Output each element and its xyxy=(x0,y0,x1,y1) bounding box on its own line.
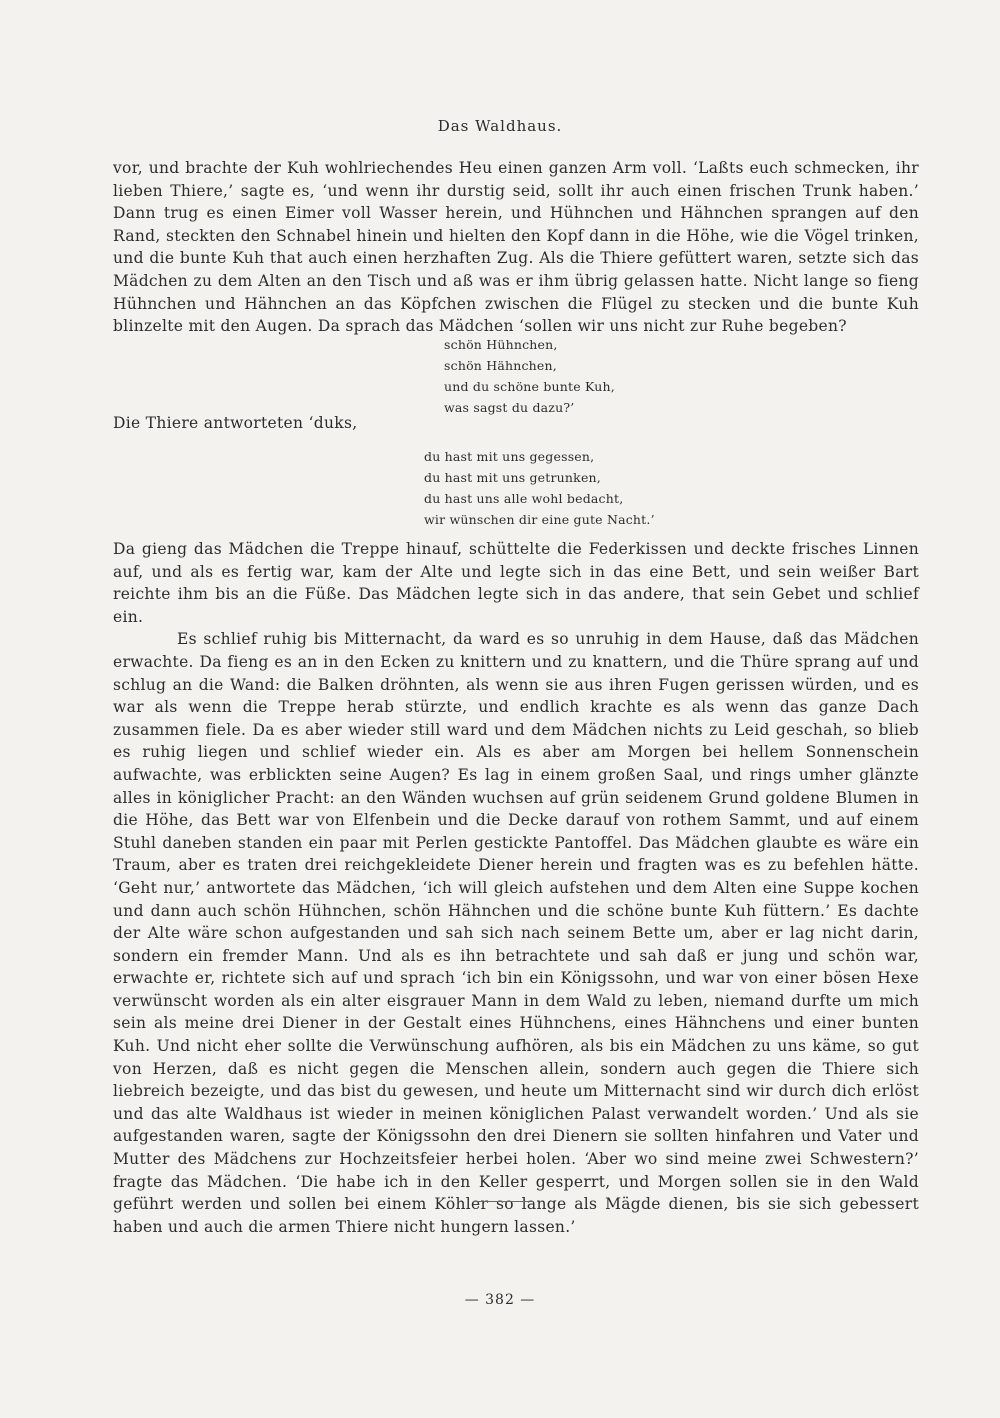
running-head: Das Waldhaus. xyxy=(437,117,563,135)
paragraph-continued: vor, und brachte der Kuh wohlriechendes Heu einen ganzen Arm voll. ‘Laßts euch schmecken, ihr lieben Thiere,’ sagte es, ‘und wenn ihr durstig seid, sollt ihr auch einen frischen Trunk haben.’ Dann trug es einen Eimer voll Wasser herein, und Hühnchen und Hähnchen sprangen auf den Rand, steckten den Schnabel hinein und hielten den Kopf dann in die Höhe, wie die Vögel trinken, und die bunte Kuh that auch einen herzhaften Zug. Als die Thiere gefüttert waren, setzte sich das Mädchen zu dem Alten an den Tisch und aß was er ihm übrig gelassen hatte. Nicht lange so fieng Hühnchen und Hähnchen an das Köpfchen zwischen die Flügel zu stecken und die bunte Kuh blinzelte mit den Augen. Da sprach das Mädchen ‘sollen wir uns nicht zur Ruhe begeben? xyxy=(113,159,919,336)
reply-intro: Die Thiere antworteten ‘duks, xyxy=(113,414,358,432)
verse-line: schön Hähnchen, xyxy=(444,358,557,373)
paragraph: Es schlief ruhig bis Mitternacht, da ward es so unruhig in dem Hause, daß das Mädchen erwachte. Da fieng es an in den Ecken zu knittern und zu knattern, und die Thüre sprang auf und schlug an die Wand: die Balken dröhnten, als wenn sie aus ihren Fugen gerissen würden, und es war als wenn die Treppe herab stürzte, und endlich krachte es als wenn das ganze Dach zusammen fiele. Da es aber wieder still ward und dem Mädchen nichts zu Leid geschah, so blieb es ruhig liegen und schlief wieder ein. Als es aber am Morgen bei hellem Sonnenschein aufwachte, was erblickten seine Augen? Es lag in einem großen Saal, und rings umher glänzte alles in königlicher Pracht: an den Wänden wuchsen auf grün seidenem Grund goldene Blumen in die Höhe, das Bett war von Elfenbein und die Decke darauf von rothem Sammt, und auf einem Stuhl daneben standen ein paar mit Perlen gestickte Pantoffel. Das Mädchen glaubte es wäre ein Traum, aber es traten drei reichgekleidete Diener herein und fragten was es zu befehlen hätte. ‘Geht nur,’ antwortete das Mädchen, ‘ich will gleich aufstehen und dem Alten eine Suppe kochen und dann auch schön Hühnchen, schön Hähnchen und die schöne bunte Kuh füttern.’ Es dachte der Alte wäre schon aufgestanden und sah sich nach seinem Bette um, aber er lag nicht darin, sondern ein fremder Mann. Und als es ihn betrachtete und sah daß er jung und schön war, erwachte er, richtete sich auf und sprach ‘ich bin ein Königssohn, und war von einer bösen Hexe verwünscht worden als ein alter eisgrauer Mann in dem Wald zu leben, niemand durfte um mich sein als meine drei Diener in der Gestalt eines Hühnchens, eines Hähnchens und einer bunten Kuh. Und nicht eher sollte die Verwünschung aufhören, als bis ein Mädchen zu uns käme, so gut von Herzen, daß es nicht gegen die Menschen allein, sondern auch gegen die Thiere sich liebreich bezeigte, und das bist du gewesen, und heute um Mitternacht sind wir durch dich erlöst und das alte Waldhaus ist wieder in meinen königlichen Palast verwandelt worden.’ Und als sie aufgestanden waren, sagte der Königssohn den drei Dienern sie sollten hinfahren und Vater und Mutter des Mädchens zur Hochzeitsfeier herbei holen. ‘Aber wo sind meine zwei Schwestern?’ fragte das Mädchen. ‘Die habe ich in den Keller gesperrt, und Morgen sollen sie in den Wald geführt werden und sollen bei einem Köhler so lange als Mägde dienen, bis sie sich gebessert haben und auch die armen Thiere nicht hungern lassen.’ xyxy=(113,630,919,1236)
verse-line: schön Hühnchen, xyxy=(444,337,558,352)
text-block-main xyxy=(113,538,919,1238)
verse-line: und du schöne bunte Kuh, xyxy=(444,379,615,394)
verse-line: wir wünschen dir eine gute Nacht.’ xyxy=(424,512,655,527)
verse-line: was sagst du dazu?’ xyxy=(444,400,575,415)
page-number: — 382 — xyxy=(464,1292,536,1308)
end-rule xyxy=(473,1201,533,1202)
verse-question xyxy=(444,334,615,418)
verse-line: du hast mit uns gegessen, xyxy=(424,449,595,464)
verse-answer xyxy=(424,446,655,530)
text-block-top xyxy=(113,157,919,338)
verse-line: du hast uns alle wohl bedacht, xyxy=(424,491,624,506)
paragraph: Da gieng das Mädchen die Treppe hinauf, schüttelte die Federkissen und deckte frisches Linnen auf, und als es fertig war, kam der Alte und legte sich in das eine Bett, und sein weißer Bart reichte ihm bis an die Füße. Das Mädchen legte sich in das andere, that sein Gebet und schlief ein. xyxy=(113,540,919,626)
verse-line: du hast mit uns getrunken, xyxy=(424,470,601,485)
